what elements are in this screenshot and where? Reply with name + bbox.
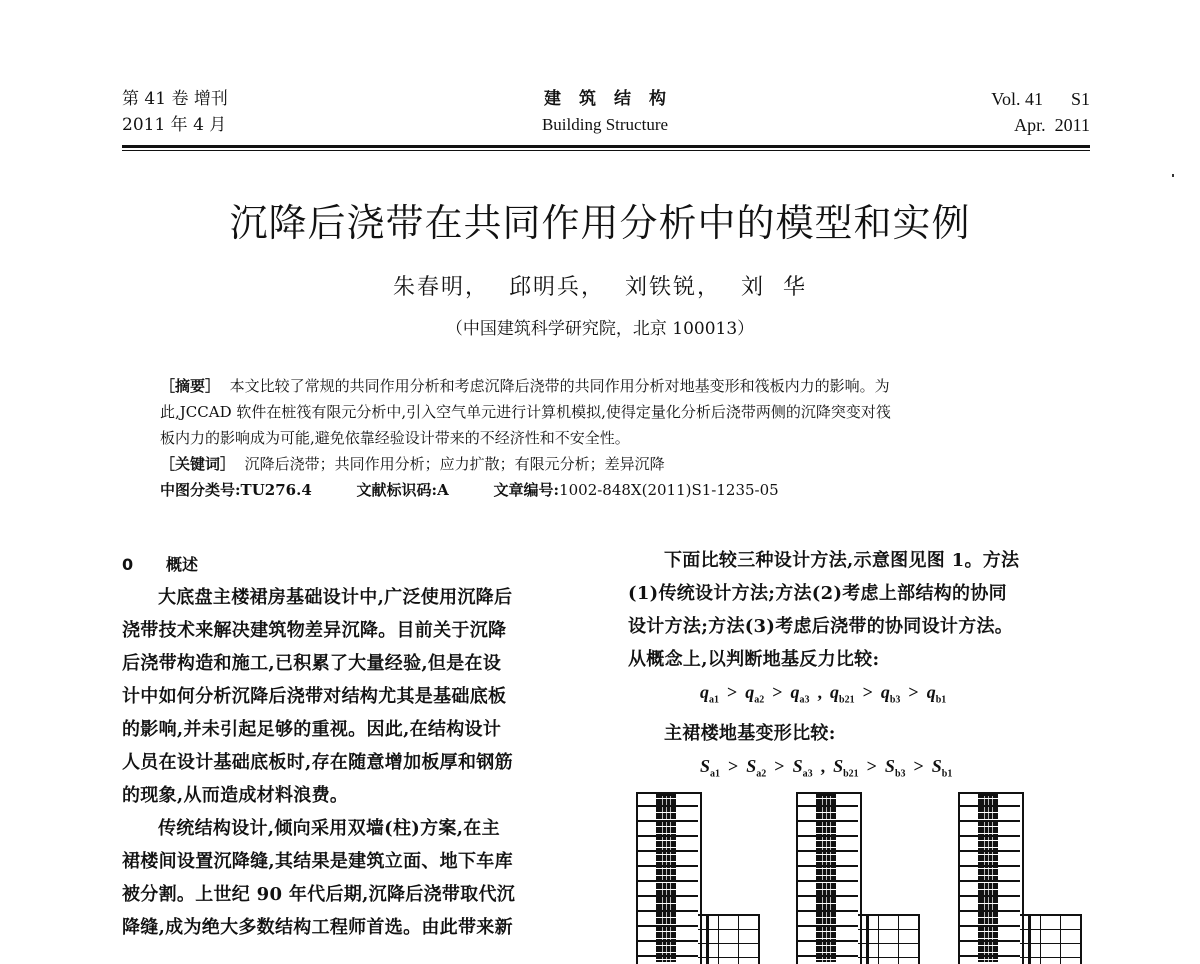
abstract-label: ［摘要］ [160,377,221,395]
author: 朱春明， [392,275,489,300]
figure-1 [628,792,1098,952]
paragraph-line: (1)传统设计方法;方法(2)考虑上部结构的协同 [628,583,1007,604]
section-heading [122,548,592,581]
paragraph-line: 的现象,从而造成材料浪费。 [122,785,349,806]
author: 邱明兵， [508,275,605,300]
doc-code-value: A [437,481,449,499]
journal-name-en: Building Structure [541,115,669,134]
paragraph-line: 后浇带构造和施工,已积累了大量经验,但是在设 [122,653,502,674]
paragraph-line: 设计方法;方法(3)考虑后浇带的协同设计方法。 [628,616,1014,637]
paragraph-line: 人员在设计基础底板时,存在随意增加板厚和钢筋 [122,752,513,773]
paragraph-line: 裙楼间设置沉降缝,其结果是建筑立面、地下车库 [122,851,513,872]
floor-lines [796,792,858,962]
formula-reaction: $q_{a1} > q_{a2} > q_{a3}$ , $q_{b21} > q_{b3} > q_{b1}$ [700,682,947,706]
paragraph-line: 传统结构设计,倾向采用双墙(柱)方案,在主 [158,818,500,839]
header-rule-thick [122,145,1090,148]
paragraph-line: 大底盘主楼裙房基础设计中,广泛使用沉降后 [158,587,513,608]
issue-en: S1 [1070,89,1090,109]
section-title: 概述 [166,555,199,574]
abstract-text: 本文比较了常规的共同作用分析和考虑沉降后浇带的共同作用分析对地基变形和筏板内力的影响。为 [229,377,890,395]
paragraph-line: 主裙楼地基变形比较: [664,722,836,744]
author: 刘铁锐， [625,275,722,300]
header-right [991,86,1090,138]
date-en: Apr. 2011 [1014,115,1090,135]
date-cn: 2011 年 4 月 [122,115,227,135]
journal-name [480,86,730,138]
abstract-block [160,373,1060,503]
paragraph-line: 从概念上,以判断地基反力比较: [628,649,880,670]
keywords-label: ［关键词］ [160,455,236,473]
affiliation: （中国建筑科学研究院，北京 100013） [445,319,755,339]
right-column [628,544,1098,790]
keywords: 沉降后浇带；共同作用分析；应力扩散；有限元分析；差异沉降 [244,455,665,473]
author: 刘 华 [741,275,808,300]
volume-en: Vol. 41 [991,89,1043,109]
clc-label: 中图分类号: [160,481,241,499]
floor-lines [636,792,698,962]
abstract-text: 板内力的影响成为可能,避免依靠经验设计带来的不经济性和不安全性。 [160,429,630,447]
article-no-value: 1002-848X(2011)S1-1235-05 [559,481,779,499]
paragraph-line: 下面比较三种设计方法,示意图见图 1。方法 [664,550,1020,571]
journal-name-cn: 建筑结构 [544,89,684,109]
volume-issue-cn: 第 41 卷 增刊 [122,89,228,109]
podium [1020,914,1082,964]
left-column [122,548,592,944]
section-number: 0 [122,555,134,574]
doc-code-label: 文献标识码: [356,481,438,499]
header-rule-thin [122,150,1090,151]
paragraph-line: 计中如何分析沉降后浇带对结构尤其是基础底板 [122,686,507,707]
formula-settlement: $S_{a1} > S_{a2} > S_{a3}$ , $S_{b21} > S_{b3} > S_{b1}$ [700,755,953,780]
header-left [122,86,228,138]
paragraph-line: 浇带技术来解决建筑物差异沉降。目前关于沉降 [122,620,507,641]
clc-value: TU276.4 [240,481,312,499]
paragraph-line: 被分割。上世纪 90 年代后期,沉降后浇带取代沉 [122,884,516,905]
podium [698,914,760,964]
author-list [0,270,1200,301]
article-title: 沉降后浇带在共同作用分析中的模型和实例 [229,201,971,245]
floor-lines [958,792,1020,962]
article-no-label: 文章编号: [493,481,560,499]
podium [858,914,920,964]
classification-line [160,477,1060,503]
paragraph-line: 的影响,并未引起足够的重视。因此,在结构设计 [122,719,502,740]
abstract-text: 此,JCCAD 软件在桩筏有限元分析中,引入空气单元进行计算机模拟,使得定量化分析后浇带两侧的沉降突变对筏 [160,403,891,421]
scan-artifact [1172,174,1174,177]
paragraph-line: 降缝,成为绝大多数结构工程师首选。由此带来新 [122,917,513,938]
